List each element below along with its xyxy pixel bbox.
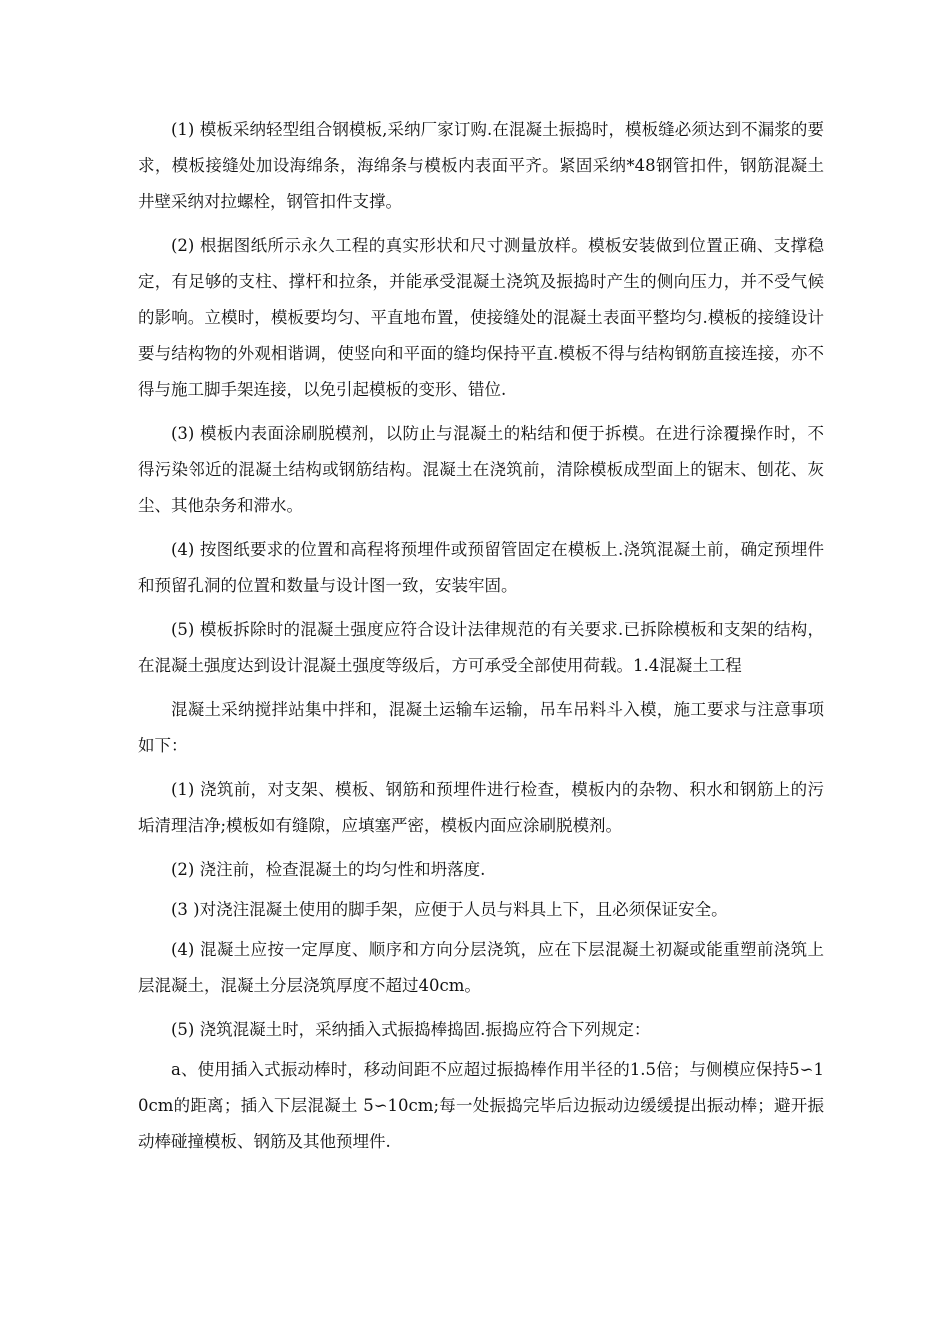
paragraph-formwork-1: (1) 模板采纳轻型组合钢模板,采纳厂家订购.在混凝土振捣时，模板缝必须达到不漏浆的要求，模板接缝处加设海绵条，海绵条与模板内表面平齐。紧固采纳*48钢管扣件，钢筋混凝土井壁采纳对拉螺栓，钢管扣件支撑。 (138, 120, 824, 211)
document-body (138, 112, 824, 1168)
paragraph-concrete-2: (2) 浇注前，检查混凝土的均匀性和坍落度. (171, 860, 486, 879)
paragraph-concrete-1: (1) 浇筑前，对支架、模板、钢筋和预埋件进行检查，模板内的杂物、积水和钢筋上的污垢清理洁净;模板如有缝隙，应填塞严密，模板内面应涂刷脱模剂。 (138, 780, 824, 835)
paragraph-concrete-intro: 混凝土采纳搅拌站集中拌和，混凝土运输车运输，吊车吊料斗入模，施工要求与注意事项如下： (138, 700, 824, 755)
paragraph-formwork-2: (2) 根据图纸所示永久工程的真实形状和尺寸测量放样。模板安装做到位置正确、支撑稳定，有足够的支柱、撑杆和拉条，并能承受混凝土浇筑及振捣时产生的侧向压力，并不受气候的影响。立模时，模板要均匀、平直地布置，使接缝处的混凝土表面平整均匀.模板的接缝设计要与结构物的外观相谐调，使竖向和平面的缝均保持平直.模板不得与结构钢筋直接连接，亦不得与施工脚手架连接，以免引起模板的变形、错位. (138, 236, 824, 399)
paragraph-formwork-3: (3) 模板内表面涂刷脱模剂，以防止与混凝土的粘结和便于拆模。在进行涂覆操作时，不得污染邻近的混凝土结构或钢筋结构。混凝土在浇筑前，清除模板成型面上的锯末、刨花、灰尘、其他杂务和滞水。 (138, 424, 824, 515)
paragraph-concrete-4: (4) 混凝土应按一定厚度、顺序和方向分层浇筑，应在下层混凝土初凝或能重塑前浇筑上层混凝土，混凝土分层浇筑厚度不超过40cm。 (138, 940, 824, 995)
paragraph-formwork-4: (4) 按图纸要求的位置和高程将预埋件或预留管固定在模板上.浇筑混凝土前，确定预埋件和预留孔洞的位置和数量与设计图一致，安装牢固。 (138, 540, 824, 595)
paragraph-vibration-a: a、使用插入式振动棒时，移动间距不应超过振捣棒作用半径的1.5倍；与侧模应保持5∽10cm的距离；插入下层混凝土 5∽10cm;每一处振捣完毕后边振动边缓缓提出振动棒；避开振动棒碰撞模板、钢筋及其他预埋件. (138, 1060, 824, 1151)
paragraph-concrete-3: (3 )对浇注混凝土使用的脚手架，应便于人员与料具上下，且必须保证安全。 (171, 900, 728, 919)
paragraph-formwork-5: (5) 模板拆除时的混凝土强度应符合设计法律规范的有关要求.已拆除模板和支架的结构，在混凝土强度达到设计混凝土强度等级后，方可承受全部使用荷载。1.4混凝土工程 (138, 620, 824, 675)
paragraph-concrete-5: (5) 浇筑混凝土时，采纳插入式振捣棒捣固.振捣应符合下列规定： (171, 1020, 651, 1039)
